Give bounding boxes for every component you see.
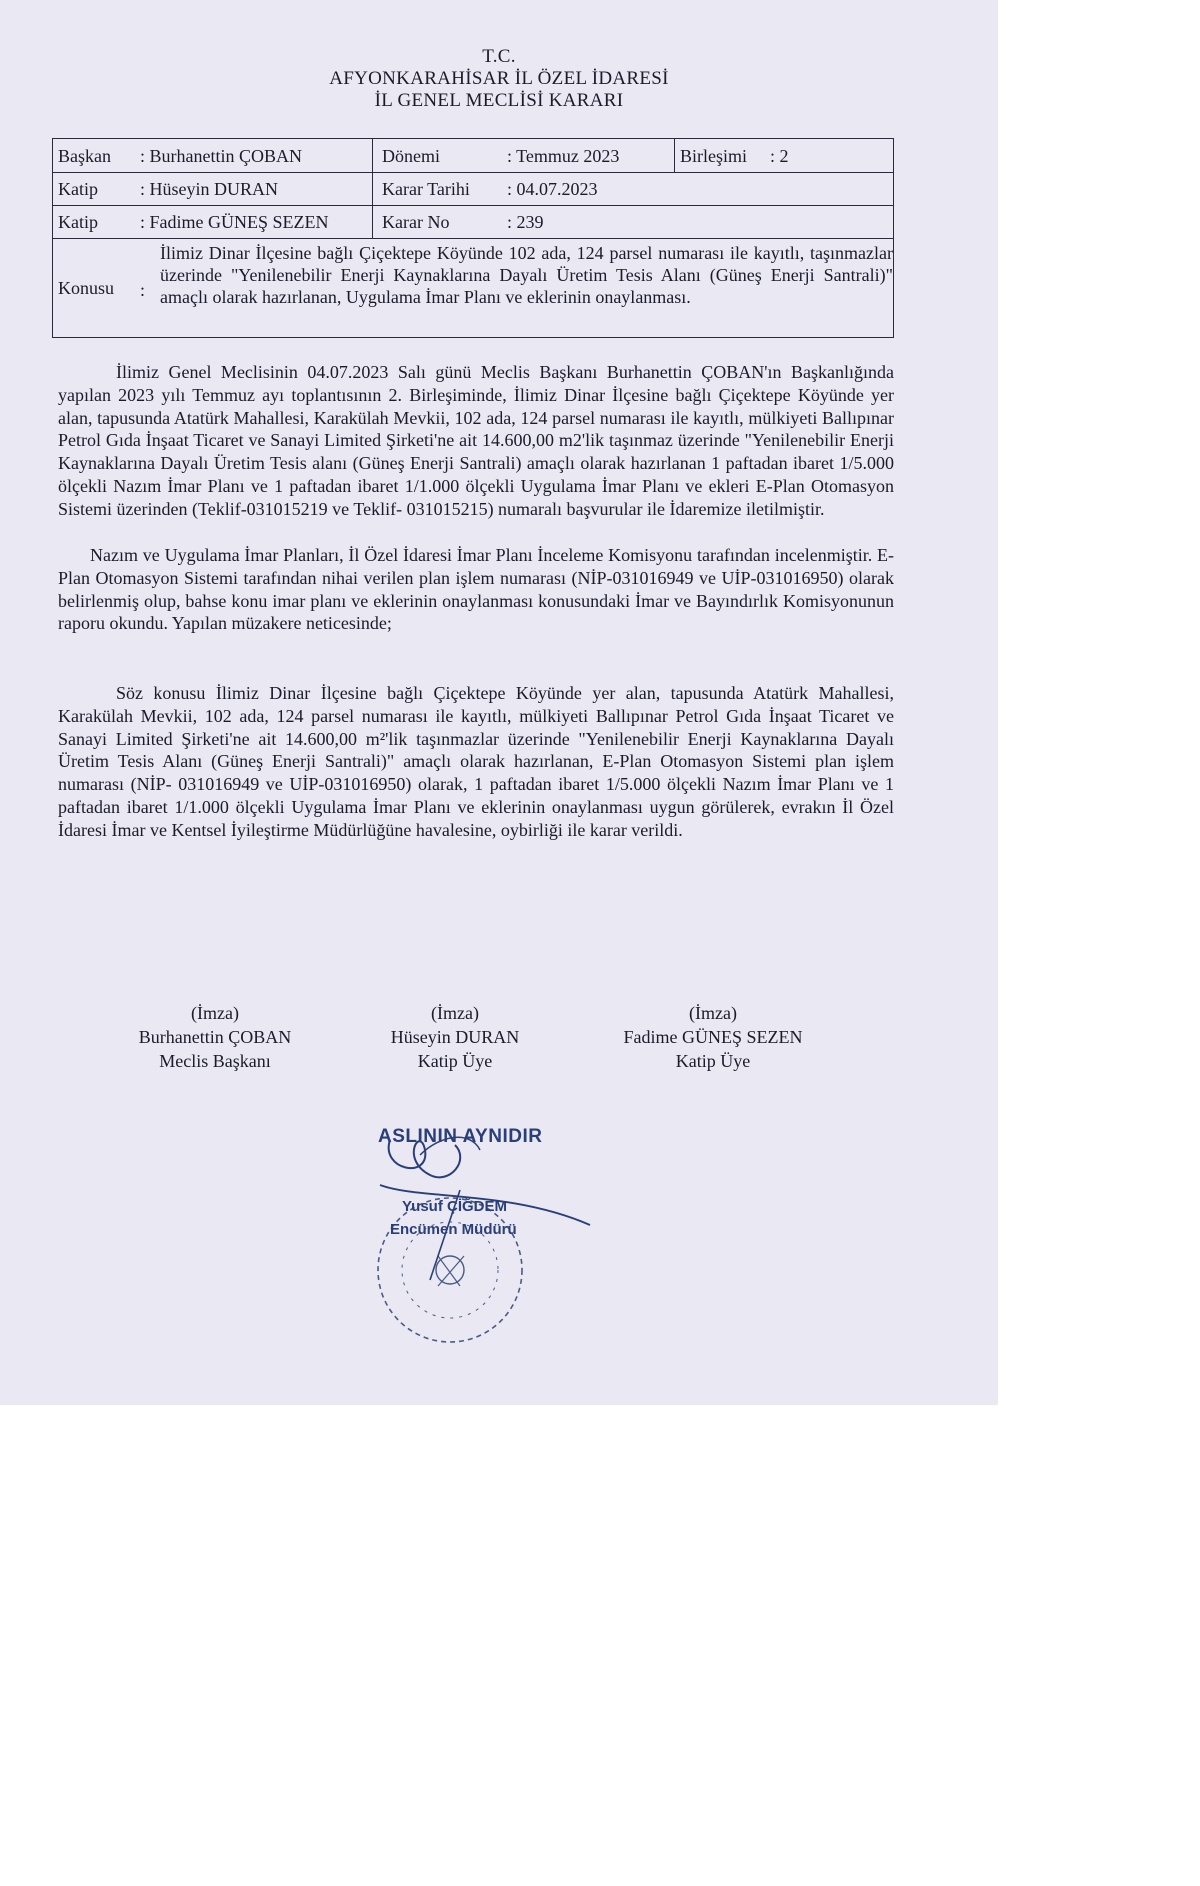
signature-block-clerk-1 [355,1001,555,1073]
signature-title: Katip Üye [417,1051,493,1071]
row3-label2: Karar No [382,212,450,232]
signature-title: Meclis Başkanı [159,1051,271,1071]
table-line [52,205,894,206]
row1-value: : Burhanettin ÇOBAN [140,146,302,166]
signature-name: Hüseyin DURAN [390,1027,520,1047]
table-line [674,138,675,172]
official-seal [360,1130,610,1350]
table-line [372,138,373,238]
table-line [52,337,894,338]
signature-name: Burhanettin ÇOBAN [138,1027,292,1047]
row1-value3: : 2 [770,146,789,166]
table-line [893,138,894,337]
table-line [52,138,894,139]
row1-label2: Dönemi [382,146,440,166]
row2-label2: Karar Tarihi [382,179,470,199]
row1-label3: Birleşimi [680,146,747,166]
body-paragraph-1: İlimiz Genel Meclisinin 04.07.2023 Salı günü Meclis Başkanı Burhanettin ÇOBAN'ın Başkanlığında yapılan 2023 yılı Temmuz ayı toplantısının 2. Birleşiminde, İlimiz Dinar İlçesine bağlı Çiçektepe Köyünde yer alan, tapusunda Atatürk Mahallesi, Karakülah Mevkii, 102 ada, 124 parsel numarası ile kayıtlı, mülkiyeti Ballıpınar Petrol Gıda İnşaat Ticaret ve Sanayi Limited Şirketi'ne ait 14.600,00 m2'lik taşınmaz üzerinde "Yenilenebilir Enerji Kaynaklarına Dayalı Üretim Tesis alanı (Güneş Enerji Santrali) amaçlı olarak hazırlanan 1 paftadan ibaret 1/5.000 ölçekli Nazım İmar Planı ve 1 paftadan ibaret 1/1.000 ölçekli Uygulama İmar Planı ve ekleri E-Plan Otomasyon Sistemi üzerinden (Teklif-031015219 ve Teklif- 031015215) numaralı başvurular ile İdaremize iletilmiştir. [58,362,894,519]
table-line [52,172,894,173]
signature-title: Katip Üye [675,1051,751,1071]
stamp-officer-title: Encümen Müdürü [390,1221,517,1238]
signature-block-clerk-2 [598,1001,828,1073]
body-paragraph-3: Söz konusu İlimiz Dinar İlçesine bağlı Çiçektepe Köyünde yer alan, tapusunda Atatürk Mahallesi, Karakülah Mevkii, 102 ada, 124 parsel numarası ile kayıtlı, mülkiyeti Ballıpınar Petrol Gıda İnşaat Ticaret ve Sanayi Limited Şirketi'ne ait 14.600,00 m²'lik taşınmazlar üzerinde "Yenilenebilir Enerji Kaynaklarına Dayalı Üretim Tesis Alanı (Güneş Enerji Santrali)" amaçlı olarak hazırlanan, E-Plan Otomasyon Sistemi plan işlem numarası (NİP- 031016949 ve UİP-031016950) olarak, 1 paftadan ibaret 1/5.000 ölçekli Nazım İmar Planı ve 1 paftadan ibaret 1/1.000 ölçekli Uygulama İmar Planı ve eklerinin onaylanması uygun görülerek, evrakın İl Özel İdaresi İmar ve Kentsel İyileştirme Müdürlüğüne havalesine, oybirliği ile karar verildi. [58,683,894,840]
row1-value2: : Temmuz 2023 [507,146,620,166]
row2-label: Katip [58,179,98,199]
row2-value: : Hüseyin DURAN [140,179,278,199]
table-line [52,138,53,337]
body-paragraph-2: Nazım ve Uygulama İmar Planları, İl Özel İdaresi İmar Planı İnceleme Komisyonu tarafından incelenmiştir. E-Plan Otomasyon Sistemi tarafından nihai verilen plan işlem numarası (NİP-031016949 ve UİP-031016950) olarak belirlenmiş olup, bahse konu imar planı ve eklerinin onaylanması konusundaki İmar ve Bayındırlık Komisyonunun raporu okundu. Yapılan müzakere neticesinde; [58,545,894,634]
table-line [52,238,894,239]
row3-value2: : 239 [507,212,544,232]
subject-colon: : [140,280,146,300]
signature-imza: (İmza) [191,1003,239,1023]
subject-text: İlimiz Dinar İlçesine bağlı Çiçektepe Köyünde 102 ada, 124 parsel numarası ile kayıtlı, taşınmazlar üzerinde "Yenilenebilir Enerji Kaynaklarına Dayalı Üretim Tesis Alanı (Güneş Enerji Santrali)" amaçlı olarak hazırlanan, Uygulama İmar Planı ve eklerinin onaylanması. [160,243,893,307]
stamp-officer-name: Yusuf ÇİĞDEM [402,1198,508,1215]
subject-label: Konusu [58,278,115,298]
header-title: İL GENEL MECLİSİ KARARI [374,90,624,111]
row3-value: : Fadime GÜNEŞ SEZEN [140,212,329,232]
row3-label: Katip [58,212,98,232]
row1-label: Başkan [58,146,111,166]
signature-block-chairman [110,1001,320,1073]
header-tc: T.C. [482,46,516,67]
header-institution: AFYONKARAHİSAR İL ÖZEL İDARESİ [329,68,669,89]
stamp-aslinin-aynidir: ASLININ AYNIDIR [378,1126,543,1147]
row2-value2: : 04.07.2023 [507,179,598,199]
signature-name: Fadime GÜNEŞ SEZEN [623,1027,803,1047]
signature-imza: (İmza) [431,1003,479,1023]
signature-imza: (İmza) [689,1003,737,1023]
